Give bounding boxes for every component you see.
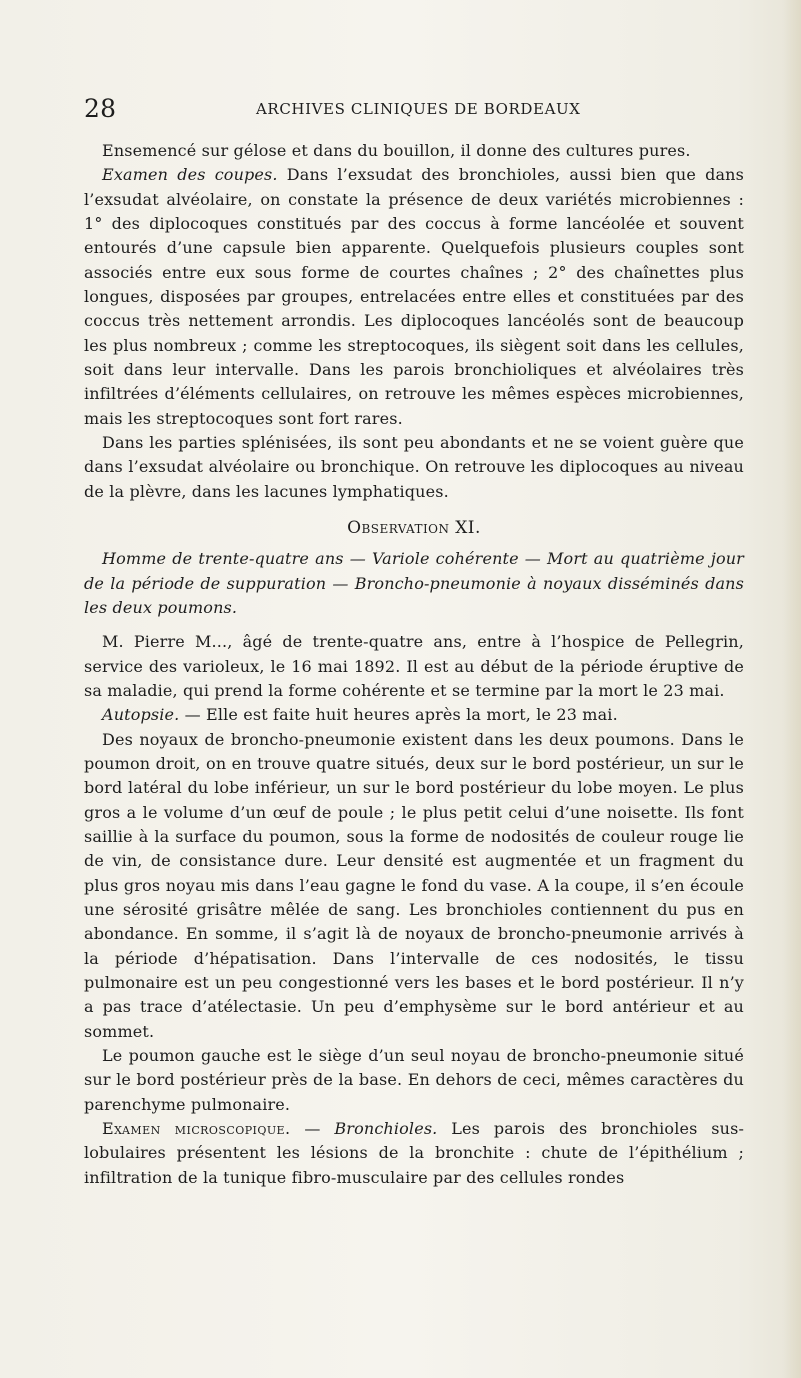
microscopic-exam-label: Examen microscopique. <box>102 1119 291 1139</box>
paragraph-right-lung <box>84 728 744 1044</box>
page-content <box>84 139 744 1190</box>
paragraph-examen-coupes <box>84 163 744 431</box>
bronchioles-label: Bronchioles. <box>334 1119 438 1139</box>
right-lung-text: Des noyaux de broncho-pneumonie existent dans les deux poumons. Dans le poumon droit, on en trouve quatre situés, deux sur le bord postérieur, un sur le bord latéral du lobe inférieur, un sur le bord postérieur du lobe moyen. Le plus gros a le volume d’un œuf de poule ; le plus petit celui d’une noisette. Ils font saillie à la surface du poumon, sous la forme de nodosités de couleur rouge lie de vin, de consistance dure. Leur densité est augmentée et un fragment du plus gros noyau mis dans l’eau gagne le fond du vase. A la coupe, il s’en écoule une sérosité grisâtre mêlée de sang. Les bronchioles contiennent du pus en abondance. En somme, il s’agit là de noyaux de broncho-pneumonie arrivés à la période d’hépatisation. Dans l’intervalle de ces nodosités, le tissu pulmonaire est un peu congestionné vers les bases et le bord postérieur. Il n’y a pas trace d’atélectasie. Un peu d’emphysème sur le bord antérieur et au sommet. <box>84 729 744 1041</box>
page-header <box>84 95 744 127</box>
microscopic-exam-text: Les parois des bronchioles sus-lobulaires présentent les lésions de la bronchite : chute de l’épithélium ; infiltration de la tunique fibro-musculaire par des cellules rondes <box>84 1119 745 1187</box>
patient-history-text: M. Pierre M..., âgé de trente-quatre ans, entre à l’hospice de Pellegrin, service des varioleux, le 16 mai 1892. Il est au début de la période éruptive de sa maladie, qui prend la forme cohérente et se termine par la mort le 23 mai. <box>84 632 744 700</box>
autopsie-text: — Elle est faite huit heures après la mort, le 23 mai. <box>179 705 618 725</box>
paragraph-autopsie <box>84 703 744 727</box>
observation-subtitle: Homme de trente-quatre ans — Variole cohérente — Mort au quatrième jour de la période de suppuration — Broncho-pneumonie à noyaux disséminés dans les deux poumons. <box>84 549 744 617</box>
examen-coupes-label: Examen des coupes. <box>102 165 278 185</box>
paragraph-cultures <box>84 139 744 163</box>
paragraph-parties-splenisees <box>84 431 744 504</box>
cultures-text: Ensemencé sur gélose et dans du bouillon, il donne des cultures pures. <box>102 141 691 160</box>
parties-splenisees-text: Dans les parties splénisées, ils sont peu abondants et ne se voient guère que dans l’exsudat alvéolaire ou bronchique. On retrouve les diplocoques au niveau de la plèvre, dans les lacunes lymphatiques. <box>84 433 744 501</box>
autopsie-label: Autopsie. <box>102 705 180 725</box>
paragraph-left-lung <box>84 1044 744 1117</box>
examen-coupes-text: Dans l’exsudat des bronchioles, aussi bien que dans l’exsudat alvéolaire, on constate la présence de deux variétés microbiennes : 1° des diplocoques constitués par des coccus à forme lancéolée et souvent entourés d’une capsule bien apparente. Quelquefois plusieurs couples sont associés entre eux sous forme de courtes chaînes ; 2° des chaînettes plus longues, disposées par groupes, entrelacées entre elles et constituées par des coccus très nettement arrondis. Les diplocoques lancéolés sont de beaucoup les plus nombreux ; comme les streptocoques, ils siègent soit dans les cellules, soit dans leur intervalle. Dans les parois bronchioliques et alvéolaires très infiltrées d’éléments cellulaires, on retrouve les mêmes espèces microbiennes, mais les streptocoques sont fort rares. <box>84 165 744 428</box>
paragraph-microscopic-exam: Examen microscopique. — Bronchioles. Les parois des bronchioles sus-lobulaires présentent les lésions de la bronchite : chute de l’épithélium ; infiltration de la tunique fibro-musculaire par des cellules rondes <box>84 1119 745 1187</box>
page-edge-shadow <box>783 0 801 1378</box>
paragraph-patient-history <box>84 630 744 703</box>
page-number: 28 <box>84 94 117 123</box>
running-title: ARCHIVES CLINIQUES DE BORDEAUX <box>256 100 581 118</box>
left-lung-text: Le poumon gauche est le siège d’un seul noyau de broncho-pneumonie situé sur le bord postérieur près de la base. En dehors de ceci, mêmes caractères du parenchyme pulmonaire. <box>84 1046 744 1114</box>
observation-title: Observation XI. <box>347 518 481 539</box>
